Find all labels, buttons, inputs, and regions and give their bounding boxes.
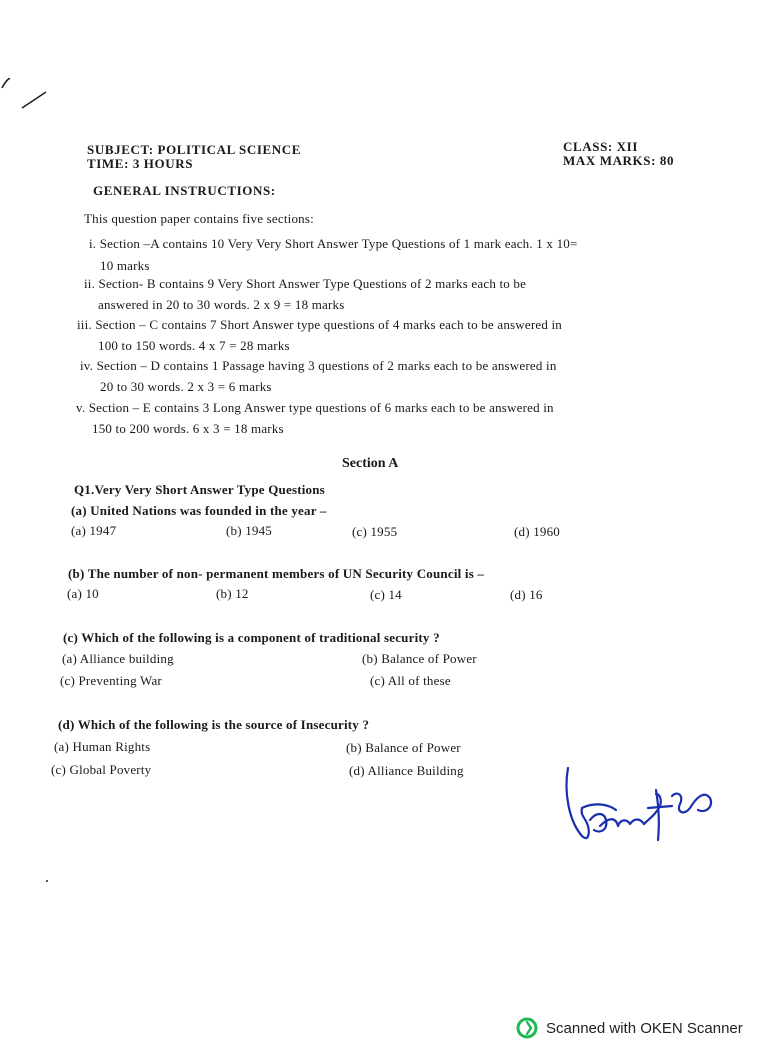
oken-scanner-icon — [516, 1017, 538, 1039]
instructions-heading: GENERAL INSTRUCTIONS: — [93, 183, 276, 198]
signature-icon — [560, 760, 720, 855]
section-a-title: Section A — [342, 456, 399, 471]
question-a-option-4: (d) 1960 — [514, 524, 561, 539]
instruction-item-4-cont: 20 to 30 words. 2 x 3 = 6 marks — [100, 379, 272, 394]
question-a-option-1: (a) 1947 — [71, 523, 117, 538]
question-a-option-2: (b) 1945 — [226, 523, 273, 538]
q1-title: Q1.Very Very Short Answer Type Questions — [74, 482, 325, 497]
question-c-option-1: (a) Alliance building — [62, 651, 174, 666]
question-d-option-2: (b) Balance of Power — [346, 740, 461, 755]
class-line: CLASS: XII — [563, 139, 638, 154]
time-line: TIME: 3 HOURS — [87, 156, 194, 171]
question-c-option-3: (c) Preventing War — [60, 673, 162, 688]
question-c-option-2: (b) Balance of Power — [362, 651, 477, 666]
max-marks-line: MAX MARKS: 80 — [563, 153, 675, 168]
question-b-option-1: (a) 10 — [67, 586, 99, 601]
question-d-option-1: (a) Human Rights — [54, 739, 151, 754]
question-b-option-3: (c) 14 — [370, 587, 402, 602]
question-b-text: (b) The number of non- permanent members of UN Security Council is – — [68, 566, 485, 581]
question-b-option-2: (b) 12 — [216, 586, 249, 601]
subject-line: SUBJECT: POLITICAL SCIENCE — [87, 142, 302, 157]
question-d-text: (d) Which of the following is the source of Insecurity ? — [58, 717, 370, 732]
instruction-item-3-cont: 100 to 150 words. 4 x 7 = 28 marks — [98, 338, 290, 353]
instructions-intro: This question paper contains five sections: — [84, 211, 314, 226]
stray-dot — [46, 880, 48, 882]
question-c-option-4: (c) All of these — [370, 673, 451, 688]
question-d-option-4: (d) Alliance Building — [349, 763, 464, 778]
instruction-item-4: iv. Section – D contains 1 Passage having 3 questions of 2 marks each to be answered in — [80, 358, 557, 373]
instruction-item-2-cont: answered in 20 to 30 words. 2 x 9 = 18 marks — [98, 297, 345, 312]
instruction-item-2: ii. Section- B contains 9 Very Short Answer Type Questions of 2 marks each to be — [84, 276, 527, 291]
pen-mark-icon — [0, 78, 52, 114]
question-a-text: (a) United Nations was founded in the year – — [71, 503, 327, 518]
question-b-option-4: (d) 16 — [510, 587, 543, 602]
instruction-item-3: iii. Section – C contains 7 Short Answer type questions of 4 marks each to be answered in — [77, 317, 562, 332]
instruction-item-5-cont: 150 to 200 words. 6 x 3 = 18 marks — [92, 421, 284, 436]
instruction-item-1: i. Section –A contains 10 Very Very Short Answer Type Questions of 1 mark each. 1 x 10= — [89, 236, 578, 251]
question-c-text: (c) Which of the following is a component of traditional security ? — [63, 630, 440, 645]
instruction-item-1-cont: 10 marks — [100, 258, 150, 273]
question-d-option-3: (c) Global Poverty — [51, 762, 152, 777]
question-a-option-3: (c) 1955 — [352, 524, 398, 539]
instruction-item-5: v. Section – E contains 3 Long Answer type questions of 6 marks each to be answered in — [76, 400, 554, 415]
scanner-text: Scanned with OKEN Scanner — [546, 1019, 743, 1037]
scanner-watermark — [516, 1017, 743, 1039]
